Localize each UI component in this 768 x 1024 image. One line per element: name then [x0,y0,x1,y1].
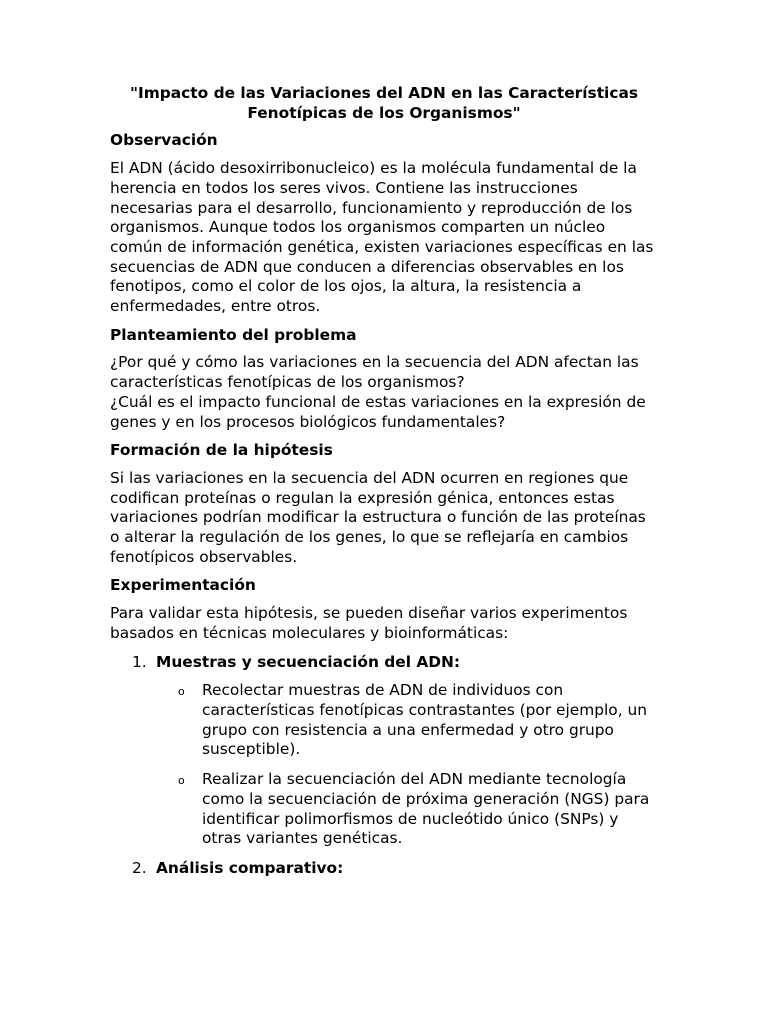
problema-questions [110,353,658,432]
experiment-steps-list [110,653,658,879]
problema-question-1: ¿Por qué y cómo las variaciones en la secuencia del ADN afectan las características fenotípicas de los organismos? [110,353,639,392]
heading-observacion: Observación [110,131,218,150]
heading-experimentacion: Experimentación [110,576,256,595]
heading-problema: Planteamiento del problema [110,325,357,344]
step-number: 1. [132,652,147,671]
document-title: "Impacto de las Variaciones del ADN en las Características Fenotípicas de los Organismos" [129,84,639,122]
document-page [110,84,658,888]
circle-bullet-icon: o [178,685,185,699]
heading-hipotesis: Formación de la hipótesis [110,441,333,460]
hipotesis-body: Si las variaciones en la secuencia del ADN ocurren en regiones que codifican proteínas o regulan la expresión génica, entonces estas variaciones podrían modificar la estructura o función de las proteínas o alterar la regulación de los genes, lo que se reflejaría en cambios fenotípicos observables. [110,468,646,566]
circle-bullet-icon: o [178,774,185,788]
experiment-step-1 [110,653,658,849]
observacion-body: El ADN (ácido desoxirribonucleico) es la molécula fundamental de la herencia en todos los seres vivos. Contiene las instrucciones necesarias para el desarrollo, funcionamiento y reproducción de los organismos. Aunque todos los organismos comparten un núcleo común de información genética, existen variaciones específicas en las secuencias de ADN que conducen a diferencias observables en los fenotipos, como el color de los ojos, la altura, la resistencia a enfermedades, entre otros. [110,159,654,316]
step-label: Análisis comparativo: [156,858,344,877]
list-item-text: Recolectar muestras de ADN de individuos con características fenotípicas contrastantes (por ejemplo, un grupo con resistencia a una enfermedad y otro grupo susceptible). [202,681,648,759]
step-1-sublist [156,681,658,849]
step-label: Muestras y secuenciación del ADN: [156,652,461,671]
experiment-step-2 [110,859,658,879]
problema-question-2: ¿Cuál es el impacto funcional de estas variaciones en la expresión de genes y en los procesos biológicos fundamentales? [110,392,646,431]
experimentacion-intro: Para validar esta hipótesis, se pueden diseñar varios experimentos basados en técnicas moleculares y bioinformáticas: [110,604,628,642]
list-item [178,770,658,849]
list-item-text: Realizar la secuenciación del ADN mediante tecnología como la secuenciación de próxima generación (NGS) para identificar polimorfismos de nucleótido único (SNPs) y otras variantes genéticas. [202,770,650,848]
list-item [178,681,658,760]
step-number: 2. [132,858,147,877]
